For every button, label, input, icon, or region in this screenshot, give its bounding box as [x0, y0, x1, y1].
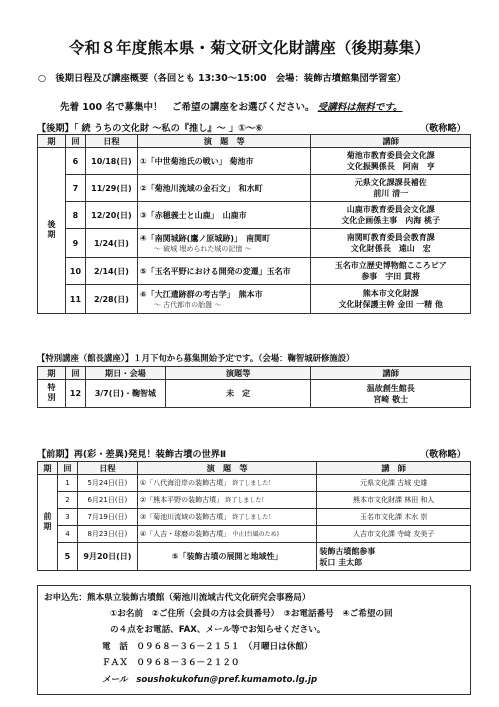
lecturer-line1: 山鹿市教育委員会文化課 [346, 205, 435, 214]
row-date: 11/29(日) [85, 175, 137, 202]
lecturer-line1: 元県文化課課長補佐 [354, 178, 427, 187]
period-label: 特別 [46, 382, 56, 403]
former-table [37, 461, 471, 571]
row-date: 3/7(日)・鞠智城 [85, 380, 165, 408]
row-subtitle: ～ 破城 埋められた城の記憶 ～ [153, 244, 252, 253]
special-heading: 【特別講座（館長講座）】１月下旬から募集開始予定です。（会場：鞠智城研修施設） [37, 353, 355, 363]
period-label: 前期 [42, 511, 52, 532]
row-title [137, 509, 317, 526]
row-title-text: ②「熊本平野の装飾古墳」 [139, 496, 224, 504]
page-title: 令和８年度熊本県・菊文研文化財講座（後期募集） [68, 39, 431, 57]
former-heading: 【前期】再(彩・差異)発見！装飾古墳の世界Ⅱ [37, 449, 227, 460]
lecturer-line2: 文化財係長 遠山 宏 [350, 244, 431, 253]
latter-header-row [38, 135, 471, 148]
row-subtitle: ～ 古代都市の胎盤 ～ [153, 300, 222, 309]
row-date: 12/20(日) [85, 202, 137, 229]
table-row [38, 175, 471, 202]
header-period: 期 [38, 135, 66, 148]
row-lecturer [311, 202, 471, 229]
row-lecturer: 玉名市文化課 木水 崇 [317, 509, 471, 526]
row-date: 2/14(日) [85, 258, 137, 285]
lecturer-line2: 文化財保護主幹 金田 一精 他 [338, 300, 443, 309]
row-title [137, 492, 317, 509]
row-lecturer: 元県文化課 古城 史雄 [317, 475, 471, 492]
period-cell [38, 148, 66, 314]
former-note: （敬称略） [420, 449, 466, 460]
row-no: 8 [65, 202, 85, 229]
row-lecturer [311, 229, 471, 258]
lecturer-line2: 参事 宇田 貫将 [361, 272, 421, 281]
row-title: ③「赤穂義士と山鹿」 山鹿市 [137, 202, 311, 229]
header-title: 演題等 [165, 367, 311, 380]
period-cell [38, 380, 66, 408]
status-badge: 中止(台風のため) [232, 531, 280, 538]
row-date: 6月21日(日) [77, 492, 137, 509]
row-title: 未 定 [165, 380, 311, 408]
table-row [38, 285, 471, 314]
lecturer-line1: 温故創生館長 [366, 383, 415, 393]
row-no: 12 [65, 380, 85, 408]
table-row [38, 229, 471, 258]
row-lecturer [311, 175, 471, 202]
status-badge: 終了しました！ [225, 497, 268, 504]
row-title-text: ③「菊池川流域の装飾古墳」 [139, 513, 231, 521]
row-lecturer: 人吉市文化課 寺﨑 友美子 [317, 526, 471, 543]
row-date: 10/18(日) [85, 148, 137, 175]
special-table [37, 366, 471, 408]
row-title-text: ①「八代海沿岸の装飾古墳」 [139, 479, 231, 487]
table-row [38, 492, 471, 509]
former-header-row [38, 462, 471, 475]
recruit-notice [60, 99, 403, 113]
recruit-text: 先着 100 名で募集中！ ご希望の講座をお選びください。 [60, 102, 315, 113]
header-period: 期 [38, 462, 58, 475]
row-title-main: ④「南関城跡(鷹ノ原城跡)」 南関町 [139, 233, 270, 243]
row-lecturer [311, 258, 471, 285]
header-title: 演 題 等 [137, 462, 317, 475]
fee-notice: 受講料は無料です。 [317, 102, 403, 113]
row-lecturer: 装飾古墳館参事 坂口 圭太郎 [317, 543, 471, 571]
contact-line1: お申込先：熊本県立装飾古墳館（菊池川流域古代文化研究会事務局） [44, 593, 311, 603]
header-no: 回 [65, 135, 85, 148]
header-period: 期 [38, 367, 66, 380]
row-date: 2/28(日) [85, 285, 137, 314]
row-lecturer: 熊本市文化財課 林田 和人 [317, 492, 471, 509]
header-title: 演 題 等 [137, 135, 311, 148]
lecturer-line2: 前川 清一 [373, 189, 409, 198]
row-no: 7 [65, 175, 85, 202]
row-no: 10 [65, 258, 85, 285]
table-row [38, 148, 471, 175]
row-no: 6 [65, 148, 85, 175]
table-row [38, 202, 471, 229]
row-date: 5月24日(日) [77, 475, 137, 492]
contact-phone: 電 話 ０９６８－３６－２１５１ （月曜日は休館） [102, 642, 313, 652]
row-date: 7月19日(日) [77, 509, 137, 526]
status-badge: 終了しました！ [232, 480, 275, 487]
row-no: 1 [57, 475, 77, 492]
status-badge: 終了しました！ [232, 514, 275, 521]
row-lecturer [311, 285, 471, 314]
table-row [38, 475, 471, 492]
header-no: 回 [65, 367, 85, 380]
contact-line2: ①お名前 ②ご住所（会員の方は会員番号） ③お電話番号 ④ご希望の回 [110, 609, 393, 619]
period-cell [38, 475, 58, 571]
special-header-row [38, 367, 471, 380]
schedule-overview: ○ 後期日程及び講座概要（各回とも 13:30～15:00 会場：装飾古墳館集団学習室） [38, 73, 407, 84]
row-title: ⑤「装飾古墳の展開と地域性」 [137, 543, 317, 571]
row-no: 4 [57, 526, 77, 543]
lecturer-line2: 文化振興係長 阿南 亨 [346, 162, 435, 171]
contact-fax: ＦＡＸ ０９６８－３６－２１２０ [102, 658, 240, 668]
lecturer-line1: 菊池市教育委員会文化課 [346, 151, 435, 160]
row-no: 2 [57, 492, 77, 509]
row-title-main: ⑥「大江遺跡群の考古学」 熊本市 [139, 289, 263, 299]
header-lecturer: 講師 [311, 135, 471, 148]
table-row [38, 258, 471, 285]
lecturer-line1: 熊本市文化財課 [362, 289, 419, 298]
table-row [38, 526, 471, 543]
period-label: 後期 [46, 219, 56, 240]
latter-table [37, 134, 471, 314]
contact-box [37, 585, 471, 695]
table-row [38, 509, 471, 526]
row-title [137, 229, 311, 258]
header-no: 回 [57, 462, 77, 475]
row-no: 11 [65, 285, 85, 314]
lecturer-line1: 玉名市立歴史博物館こころピア [334, 261, 447, 270]
lecturer-line1: 南関町教育委員会教育課 [346, 233, 435, 242]
contact-line3: の４点をお電話、FAX、メール等でお知らせください。 [110, 625, 326, 635]
row-title [137, 285, 311, 314]
lecturer-line2: 宮崎 敬士 [373, 394, 409, 404]
row-title: ②「菊池川流域の金石文」 和水町 [137, 175, 311, 202]
row-title: ⑤「玉名平野における開発の変遷」玉名市 [137, 258, 311, 285]
header-lecturer: 講 師 [317, 462, 471, 475]
header-date: 日程 [77, 462, 137, 475]
row-no: 5 [57, 543, 77, 571]
table-row [38, 380, 471, 408]
row-title-text: ④「人吉・球磨の装飾古墳」 [139, 530, 231, 538]
contact-email[interactable]: メール soushokukofun@pref.kumamoto.lg.jp [102, 675, 318, 685]
row-lecturer [311, 380, 471, 408]
row-lecturer [311, 148, 471, 175]
row-title: ①「中世菊池氏の戦い」 菊池市 [137, 148, 311, 175]
row-title [137, 475, 317, 492]
row-no: 3 [57, 509, 77, 526]
latter-note: （敬称略） [420, 123, 466, 134]
row-date: 8月23日(日) [77, 526, 137, 543]
row-no: 9 [65, 229, 85, 258]
lecturer-line2: 文化企画係主事 内海 桃子 [341, 216, 441, 225]
header-date-venue: 期日・会場 [85, 367, 165, 380]
row-date: 9月20日(日) [77, 543, 137, 571]
row-date: 1/24(日) [85, 229, 137, 258]
row-title [137, 526, 317, 543]
header-date: 日程 [85, 135, 137, 148]
latter-heading: 【後期】「 続 うちの文化財 ～私の『推し』～ 」①～⑥ [37, 123, 263, 134]
header-lecturer: 講師 [311, 367, 471, 380]
table-row [38, 543, 471, 571]
